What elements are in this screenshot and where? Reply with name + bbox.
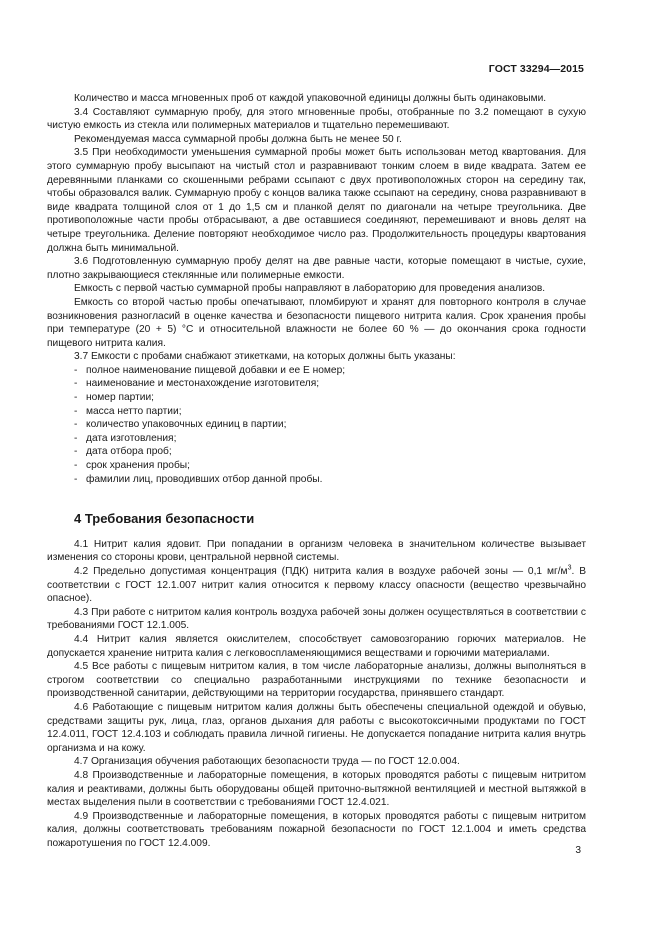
page-number: 3: [575, 845, 581, 856]
paragraph-4-2: 4.2 Предельно допустимая концентрация (ПДК) нитрита калия в воздухе рабочей зоны — 0,1 $мг/м^3$. В соответствии с ГОСТ 12.1.007 нитрит калия относится к первому классу опасности (вещество чрезвычайно опасное).: [47, 564, 586, 605]
document-body: [47, 92, 586, 850]
label-items-list: [47, 364, 586, 486]
paragraph-4-8: 4.8 Производственные и лабораторные помещения, в которых проводятся работы с пищевым нитритом калия и реактивами, должны быть оборудованы общей приточно-вытяжной вентиляцией и местной вытяжкой в местах выделения пыли в соответствии с требованиями ГОСТ 12.4.021.: [47, 769, 586, 809]
list-item: - фамилии лиц, проводивших отбор данной пробы.: [74, 473, 323, 485]
page-header-standard: ГОСТ 33294—2015: [488, 63, 584, 75]
list-item: - номер партии;: [74, 392, 154, 404]
list-item: - количество упаковочных единиц в партии;: [74, 419, 287, 431]
paragraph: Емкость со второй частью пробы опечатывают, пломбируют и хранят для повторного контроля в случае возникновения разногласий в оценке качества и безопасности пищевого нитрита калия. Срок хранения пробы при температуре (20 + 5) °С и относительной влажности не более 60 % — до окончания срока годности пищевого нитрита калия.: [47, 296, 586, 349]
paragraph-4-9: 4.9 Производственные и лабораторные помещения, в которых проводятся работы с пищевым нитритом калия, должны соответствовать требованиям пожарной безопасности по ГОСТ 12.1.004 и иметь средства пожаротушения по ГОСТ 12.4.009.: [47, 810, 586, 849]
paragraph: Количество и масса мгновенных проб от каждой упаковочной единицы должны быть одинаковыми.: [74, 93, 547, 104]
paragraph-3-7: 3.7 Емкости с пробами снабжают этикетками, на которых должны быть указаны:: [74, 351, 456, 363]
paragraph-4-6: 4.6 Работающие с пищевым нитритом калия должны быть обеспечены специальной одеждой и обувью, средствами защиты рук, лица, глаз, органов дыхания для работы с высокотоксичными продуктами по ГОСТ 12.4.011, ГОСТ 12.4.103 и соблюдать правила личной гигиены. Не допускается попадание нитрита калия внутрь организма и на кожу.: [47, 701, 586, 754]
list-item: - дата отбора проб;: [74, 446, 172, 458]
paragraph-3-5: 3.5 При необходимости уменьшения суммарной пробы может быть использован метод квартования. Для этого суммарную пробу высыпают на чистый стол и разравнивают тонким слоем в виде квадрата. Затем ее деревянными планками со скошенными ребрами ссыпают с двух противоположных сторон на середину так, чтобы образовался валик. Суммарную пробу с концов валика также ссыпают на середину, снова разравнивают в виде квадрата толщиной слоя от 1 до 1,5 см и планкой делят по диагонали на четыре треугольника. Две противоположные части пробы отбрасывают, а две оставшиеся соединяют, перемешивают и вновь делят на четыре треугольника. Деление повторяют необходимое число раз. Продолжительность процедуры квартования должна быть минимальной.: [47, 147, 586, 254]
paragraph: Рекомендуемая масса суммарной пробы должна быть не менее 50 г.: [74, 133, 402, 145]
paragraph-3-4: 3.4 Составляют суммарную пробу, для этого мгновенные пробы, отобранные по 3.2 помещают в сухую чистую емкость из стекла или полимерных материалов и тщательно перемешивают.: [47, 106, 586, 132]
list-item: - наименование и местонахождение изготовителя;: [74, 378, 320, 390]
paragraph-3-6: 3.6 Подготовленную суммарную пробу делят на две равные части, которые помещают в чистые, сухие, плотно закрывающиеся стеклянные или полимерные емкости.: [47, 256, 586, 281]
list-item: - полное наименование пищевой добавки и ее Е номер;: [74, 364, 346, 376]
list-item: - дата изготовления;: [74, 432, 177, 444]
paragraph-4-4: 4.4 Нитрит калия является окислителем, способствует самовозгоранию горючих материалов. Не допускается хранение нитрита калия с легковоспламеняющимися веществами и горючими материалами.: [47, 633, 586, 659]
paragraph-4-7: 4.7 Организация обучения работающих безопасности труда — по ГОСТ 12.0.004.: [74, 756, 460, 768]
paragraph: Емкость с первой частью суммарной пробы направляют в лабораторию для проведения анализов.: [74, 283, 546, 295]
section-title: 4 Требования безопасности: [74, 511, 255, 527]
list-item: - срок хранения пробы;: [74, 460, 190, 472]
paragraph-4-3: 4.3 При работе с нитритом калия контроль воздуха рабочей зоны должен осуществляться в соответствии с требованиями ГОСТ 12.1.005.: [47, 606, 586, 632]
paragraph-4-5: 4.5 Все работы с пищевым нитритом калия, в том числе лабораторные анализы, должны выполняться в строгом соответствии со специально разработанными инструкциями по технике безопасности и производственной санитарии, действующими на территории государства, принявшего стандарт.: [47, 661, 586, 700]
paragraph-4-1: 4.1 Нитрит калия ядовит. При попадании в организм человека в значительном количестве вызывает изменения со стороны крови, центральной нервной системы.: [47, 538, 586, 564]
list-item: - масса нетто партии;: [74, 405, 182, 417]
